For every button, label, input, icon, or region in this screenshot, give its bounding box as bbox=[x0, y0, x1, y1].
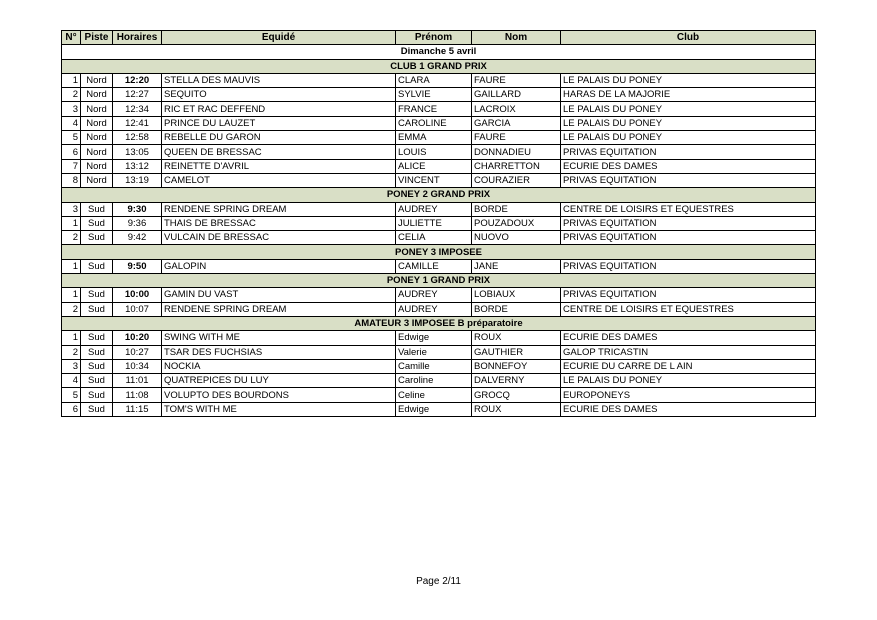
entry-time: 12:58 bbox=[113, 131, 162, 145]
entry-piste: Sud bbox=[81, 402, 113, 416]
table-row bbox=[62, 202, 816, 216]
entry-lastname: DONNADIEU bbox=[472, 145, 561, 159]
table-row bbox=[62, 359, 816, 373]
entry-time: 11:08 bbox=[113, 388, 162, 402]
entry-time: 12:41 bbox=[113, 116, 162, 130]
entry-piste: Nord bbox=[81, 131, 113, 145]
entry-piste: Sud bbox=[81, 331, 113, 345]
entry-club: LE PALAIS DU PONEY bbox=[561, 73, 816, 87]
entry-lastname: GARCIA bbox=[472, 116, 561, 130]
entry-piste: Sud bbox=[81, 202, 113, 216]
entry-horse: PRINCE DU LAUZET bbox=[162, 116, 396, 130]
entry-time: 10:20 bbox=[113, 331, 162, 345]
entry-club: ECURIE DES DAMES bbox=[561, 331, 816, 345]
category-title: CLUB 1 GRAND PRIX bbox=[62, 59, 816, 73]
entry-piste: Sud bbox=[81, 359, 113, 373]
entry-firstname: AUDREY bbox=[396, 302, 472, 316]
entry-horse: NOCKIA bbox=[162, 359, 396, 373]
entry-horse: RIC ET RAC DEFFEND bbox=[162, 102, 396, 116]
entry-firstname: AUDREY bbox=[396, 288, 472, 302]
entry-club: EUROPONEYS bbox=[561, 388, 816, 402]
entry-time: 12:20 bbox=[113, 73, 162, 87]
entry-horse: TSAR DES FUCHSIAS bbox=[162, 345, 396, 359]
entry-piste: Sud bbox=[81, 259, 113, 273]
entry-number: 5 bbox=[62, 131, 81, 145]
entry-lastname: NUOVO bbox=[472, 231, 561, 245]
entry-club: PRIVAS EQUITATION bbox=[561, 259, 816, 273]
table-row bbox=[62, 388, 816, 402]
entry-time: 10:00 bbox=[113, 288, 162, 302]
entry-horse: GALOPIN bbox=[162, 259, 396, 273]
entry-firstname: Valerie bbox=[396, 345, 472, 359]
entry-horse: VOLUPTO DES BOURDONS bbox=[162, 388, 396, 402]
entry-piste: Nord bbox=[81, 145, 113, 159]
entry-time: 10:27 bbox=[113, 345, 162, 359]
entry-firstname: Celine bbox=[396, 388, 472, 402]
entry-horse: CAMELOT bbox=[162, 173, 396, 187]
entry-number: 1 bbox=[62, 259, 81, 273]
table-row bbox=[62, 102, 816, 116]
entry-club: PRIVAS EQUITATION bbox=[561, 173, 816, 187]
table-row bbox=[62, 288, 816, 302]
entry-piste: Nord bbox=[81, 159, 113, 173]
entry-firstname: Edwige bbox=[396, 331, 472, 345]
entry-number: 1 bbox=[62, 216, 81, 230]
table-row bbox=[62, 159, 816, 173]
header-horaires: Horaires bbox=[113, 31, 162, 45]
entry-time: 13:12 bbox=[113, 159, 162, 173]
entry-lastname: ROUX bbox=[472, 402, 561, 416]
header-club: Club bbox=[561, 31, 816, 45]
entry-firstname: ALICE bbox=[396, 159, 472, 173]
category-title: PONEY 3 IMPOSEE bbox=[62, 245, 816, 259]
category-row bbox=[62, 188, 816, 202]
entry-number: 4 bbox=[62, 116, 81, 130]
header-prenom: Prénom bbox=[396, 31, 472, 45]
entry-number: 6 bbox=[62, 145, 81, 159]
table-row bbox=[62, 374, 816, 388]
page-number: Page 2/11 bbox=[416, 576, 461, 587]
entry-firstname: CAROLINE bbox=[396, 116, 472, 130]
entry-firstname: Edwige bbox=[396, 402, 472, 416]
entry-lastname: FAURE bbox=[472, 131, 561, 145]
category-row bbox=[62, 245, 816, 259]
entry-number: 6 bbox=[62, 402, 81, 416]
entry-club: LE PALAIS DU PONEY bbox=[561, 374, 816, 388]
table-row bbox=[62, 302, 816, 316]
entry-firstname: Camille bbox=[396, 359, 472, 373]
entry-club: ECURIE DES DAMES bbox=[561, 402, 816, 416]
table-row bbox=[62, 88, 816, 102]
entry-time: 10:07 bbox=[113, 302, 162, 316]
entry-club: GALOP TRICASTIN bbox=[561, 345, 816, 359]
entry-piste: Nord bbox=[81, 88, 113, 102]
entry-time: 9:42 bbox=[113, 231, 162, 245]
entry-lastname: LACROIX bbox=[472, 102, 561, 116]
entry-horse: GAMIN DU VAST bbox=[162, 288, 396, 302]
entry-horse: THAIS DE BRESSAC bbox=[162, 216, 396, 230]
date-row bbox=[62, 45, 816, 59]
category-row bbox=[62, 274, 816, 288]
entry-time: 13:19 bbox=[113, 173, 162, 187]
category-row bbox=[62, 59, 816, 73]
entry-time: 10:34 bbox=[113, 359, 162, 373]
entry-club: PRIVAS EQUITATION bbox=[561, 145, 816, 159]
table-row bbox=[62, 73, 816, 87]
entry-number: 3 bbox=[62, 102, 81, 116]
entry-time: 12:34 bbox=[113, 102, 162, 116]
table-row bbox=[62, 402, 816, 416]
entry-horse: RENDENE SPRING DREAM bbox=[162, 302, 396, 316]
entry-horse: SEQUITO bbox=[162, 88, 396, 102]
entry-horse: REBELLE DU GARON bbox=[162, 131, 396, 145]
entry-firstname: VINCENT bbox=[396, 173, 472, 187]
entry-firstname: CAMILLE bbox=[396, 259, 472, 273]
entry-lastname: FAURE bbox=[472, 73, 561, 87]
entry-horse: STELLA DES MAUVIS bbox=[162, 73, 396, 87]
category-title: PONEY 2 GRAND PRIX bbox=[62, 188, 816, 202]
entry-horse: TOM'S WITH ME bbox=[162, 402, 396, 416]
entry-number: 1 bbox=[62, 331, 81, 345]
entry-firstname: AUDREY bbox=[396, 202, 472, 216]
entry-number: 2 bbox=[62, 231, 81, 245]
entry-number: 4 bbox=[62, 374, 81, 388]
entry-firstname: Caroline bbox=[396, 374, 472, 388]
category-title: AMATEUR 3 IMPOSEE B préparatoire bbox=[62, 316, 816, 330]
entry-lastname: LOBIAUX bbox=[472, 288, 561, 302]
entry-horse: QUATREPICES DU LUY bbox=[162, 374, 396, 388]
entry-piste: Sud bbox=[81, 345, 113, 359]
entry-club: CENTRE DE LOISIRS ET EQUESTRES bbox=[561, 202, 816, 216]
entry-club: PRIVAS EQUITATION bbox=[561, 216, 816, 230]
entry-time: 11:01 bbox=[113, 374, 162, 388]
date-label: Dimanche 5 avril bbox=[62, 45, 816, 59]
category-row bbox=[62, 316, 816, 330]
entry-time: 12:27 bbox=[113, 88, 162, 102]
schedule-body bbox=[62, 45, 816, 417]
header-piste: Piste bbox=[81, 31, 113, 45]
entry-firstname: CLARA bbox=[396, 73, 472, 87]
entry-club: PRIVAS EQUITATION bbox=[561, 231, 816, 245]
entry-lastname: BONNEFOY bbox=[472, 359, 561, 373]
entry-piste: Sud bbox=[81, 388, 113, 402]
entry-horse: SWING WITH ME bbox=[162, 331, 396, 345]
entry-horse: REINETTE D'AVRIL bbox=[162, 159, 396, 173]
entry-horse: QUEEN DE BRESSAC bbox=[162, 145, 396, 159]
table-row bbox=[62, 216, 816, 230]
entry-number: 5 bbox=[62, 388, 81, 402]
entry-number: 2 bbox=[62, 302, 81, 316]
entry-piste: Sud bbox=[81, 374, 113, 388]
entry-number: 2 bbox=[62, 345, 81, 359]
table-row bbox=[62, 116, 816, 130]
header-nom: Nom bbox=[472, 31, 561, 45]
entry-piste: Nord bbox=[81, 116, 113, 130]
entry-lastname: GAILLARD bbox=[472, 88, 561, 102]
entry-piste: Sud bbox=[81, 216, 113, 230]
entry-piste: Sud bbox=[81, 302, 113, 316]
entry-club: LE PALAIS DU PONEY bbox=[561, 116, 816, 130]
entry-lastname: COURAZIER bbox=[472, 173, 561, 187]
category-title: PONEY 1 GRAND PRIX bbox=[62, 274, 816, 288]
entry-piste: Nord bbox=[81, 173, 113, 187]
entry-number: 1 bbox=[62, 73, 81, 87]
header-row bbox=[62, 31, 816, 45]
entry-club: HARAS DE LA MAJORIE bbox=[561, 88, 816, 102]
entry-piste: Nord bbox=[81, 73, 113, 87]
entry-time: 11:15 bbox=[113, 402, 162, 416]
entry-piste: Nord bbox=[81, 102, 113, 116]
entry-number: 8 bbox=[62, 173, 81, 187]
entry-club: LE PALAIS DU PONEY bbox=[561, 131, 816, 145]
entry-number: 2 bbox=[62, 88, 81, 102]
entry-firstname: EMMA bbox=[396, 131, 472, 145]
header-equide: Equidé bbox=[162, 31, 396, 45]
entry-club: LE PALAIS DU PONEY bbox=[561, 102, 816, 116]
entry-time: 13:05 bbox=[113, 145, 162, 159]
entry-time: 9:30 bbox=[113, 202, 162, 216]
entry-horse: RENDENE SPRING DREAM bbox=[162, 202, 396, 216]
entry-piste: Sud bbox=[81, 288, 113, 302]
table-row bbox=[62, 173, 816, 187]
entry-firstname: SYLVIE bbox=[396, 88, 472, 102]
entry-firstname: FRANCE bbox=[396, 102, 472, 116]
table-row bbox=[62, 145, 816, 159]
header-num: N° bbox=[62, 31, 81, 45]
entry-firstname: JULIETTE bbox=[396, 216, 472, 230]
entry-horse: VULCAIN DE BRESSAC bbox=[162, 231, 396, 245]
entry-piste: Sud bbox=[81, 231, 113, 245]
entry-number: 7 bbox=[62, 159, 81, 173]
entry-club: ECURIE DES DAMES bbox=[561, 159, 816, 173]
entry-lastname: JANE bbox=[472, 259, 561, 273]
table-row bbox=[62, 331, 816, 345]
entry-lastname: ROUX bbox=[472, 331, 561, 345]
entry-lastname: DALVERNY bbox=[472, 374, 561, 388]
entry-lastname: CHARRETTON bbox=[472, 159, 561, 173]
entry-number: 3 bbox=[62, 359, 81, 373]
entry-number: 3 bbox=[62, 202, 81, 216]
entry-time: 9:36 bbox=[113, 216, 162, 230]
entry-lastname: BORDE bbox=[472, 202, 561, 216]
entry-lastname: BORDE bbox=[472, 302, 561, 316]
table-row bbox=[62, 345, 816, 359]
table-row bbox=[62, 131, 816, 145]
entry-lastname: GAUTHIER bbox=[472, 345, 561, 359]
entry-lastname: GROCQ bbox=[472, 388, 561, 402]
entry-club: CENTRE DE LOISIRS ET EQUESTRES bbox=[561, 302, 816, 316]
entry-number: 1 bbox=[62, 288, 81, 302]
entry-time: 9:50 bbox=[113, 259, 162, 273]
table-row bbox=[62, 231, 816, 245]
schedule-table bbox=[61, 30, 816, 417]
entry-club: ECURIE DU CARRE DE L AIN bbox=[561, 359, 816, 373]
entry-club: PRIVAS EQUITATION bbox=[561, 288, 816, 302]
entry-lastname: POUZADOUX bbox=[472, 216, 561, 230]
entry-firstname: LOUIS bbox=[396, 145, 472, 159]
entry-firstname: CELIA bbox=[396, 231, 472, 245]
table-row bbox=[62, 259, 816, 273]
